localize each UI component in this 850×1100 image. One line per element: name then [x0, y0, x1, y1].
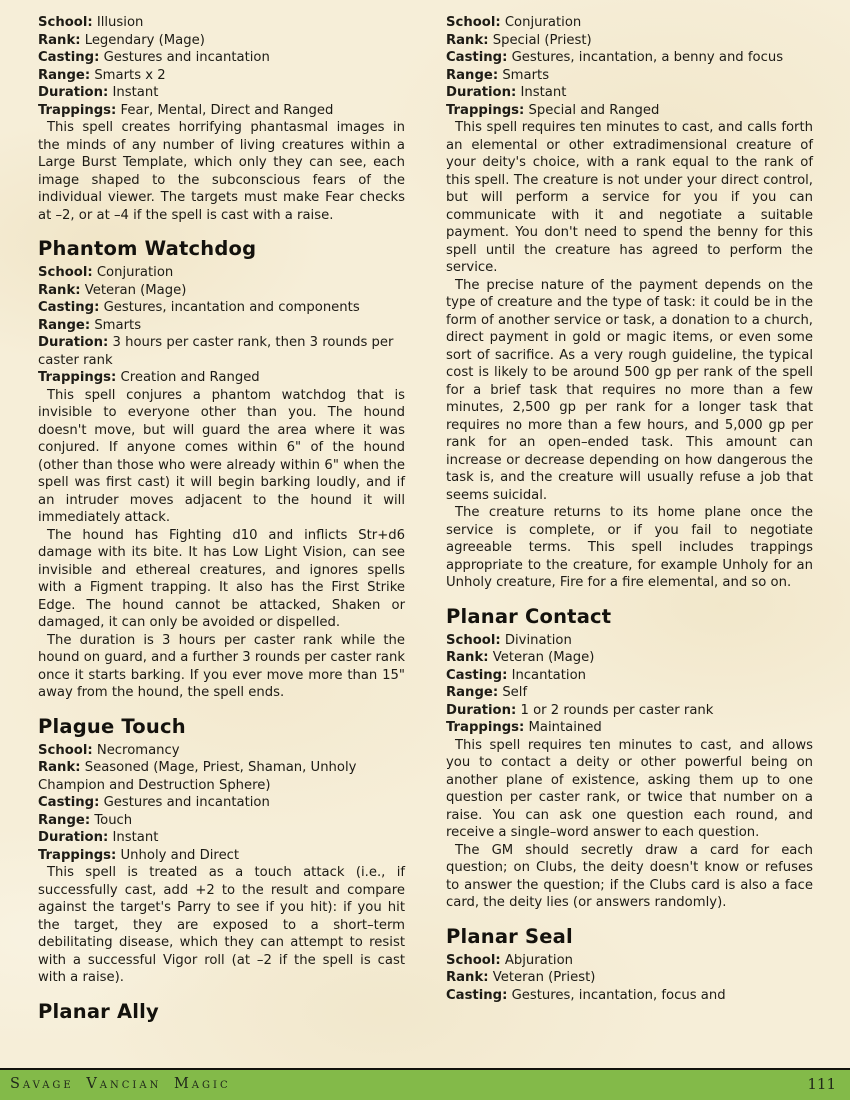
- stat-label: School:: [38, 742, 93, 758]
- spell-section-plague-touch: [38, 715, 405, 987]
- spell-paragraph: The hound has Fighting d10 and inflicts Str+d6 damage with its bite. It has Low Light Vision, can see invisible and ethereal creatures, and ignores spells with a Figment trapping. It also has the First Strike Edge. The hound cannot be attacked, Shaken or damaged, it can only be avoided or dispelled.: [38, 527, 405, 630]
- spell-section-continued: [38, 14, 405, 224]
- stat-line: [38, 369, 405, 387]
- spell-paragraph: This spell requires ten minutes to cast, and allows you to contact a deity or other powerful being on another plane of existence, asking them up to one question per caster rank, or twice that number on a raise. You can ask one question each round, and receive a single–word answer to each question.: [446, 737, 813, 840]
- stat-value: Gestures and incantation: [103, 50, 270, 65]
- stat-value: Veteran (Mage): [84, 282, 187, 298]
- stat-value: 1 or 2 rounds per caster rank: [520, 702, 714, 718]
- stat-label: Casting:: [446, 50, 508, 65]
- stat-label: School:: [446, 952, 501, 968]
- stat-line: [446, 702, 813, 720]
- stat-value: Special and Ranged: [528, 102, 660, 118]
- spell-title: Planar Contact: [446, 604, 612, 628]
- stat-value: Instant: [112, 85, 159, 100]
- stat-line: [446, 84, 813, 102]
- stat-value: Unholy and Direct: [120, 847, 240, 863]
- stat-value: Gestures, incantation, a benny and focus: [511, 50, 784, 65]
- stat-label: Rank:: [446, 970, 489, 985]
- page-number: 111: [807, 1075, 836, 1094]
- stat-label: Trappings:: [38, 847, 117, 863]
- stat-line: [446, 719, 813, 737]
- stat-line: [38, 14, 405, 32]
- stat-label: Rank:: [446, 650, 489, 665]
- stat-line: [38, 759, 405, 794]
- spell-paragraph: This spell conjures a phantom watchdog that is invisible to everyone other than you. The hound doesn't move, but will guard the area where it was conjured. If anyone comes within 6" of the hound (other than those who were already within 6" when the spell was first cast) it will begin barking loudly, and if an intruder moves adjacent to the hound it will immediately attack.: [38, 387, 405, 525]
- stat-label: Range:: [38, 67, 91, 83]
- stat-label: Trappings:: [38, 102, 117, 118]
- stat-label: Duration:: [446, 702, 517, 718]
- stat-line: [38, 829, 405, 847]
- stat-value: Special (Priest): [492, 32, 592, 48]
- stat-line: [38, 67, 405, 85]
- stat-label: Duration:: [38, 85, 109, 100]
- stat-line: [38, 84, 405, 102]
- stat-label: Trappings:: [446, 102, 525, 118]
- stat-line: [38, 282, 405, 300]
- stat-label: Casting:: [38, 795, 100, 810]
- stat-label: Range:: [38, 317, 91, 333]
- spell-title: Phantom Watchdog: [38, 237, 257, 260]
- stat-value: Veteran (Priest): [492, 970, 596, 985]
- stat-value: Smarts x 2: [94, 67, 166, 83]
- stat-label: Trappings:: [446, 720, 525, 735]
- spell-title: Plague Touch: [38, 714, 186, 738]
- stat-line: [446, 102, 813, 120]
- stat-line: [38, 742, 405, 760]
- stat-line: [446, 969, 813, 987]
- stat-label: Casting:: [446, 987, 508, 1003]
- stat-value: Gestures and incantation: [103, 795, 270, 810]
- stat-value: Gestures, incantation, focus and: [511, 987, 726, 1003]
- stat-label: Casting:: [38, 50, 100, 65]
- stat-line: [446, 667, 813, 685]
- stat-value: Divination: [504, 632, 572, 648]
- stat-value: Necromancy: [96, 742, 180, 758]
- stat-label: School:: [38, 265, 93, 280]
- stat-value: Illusion: [96, 15, 144, 30]
- stat-value: Smarts: [94, 317, 142, 333]
- stat-line: [38, 812, 405, 830]
- stat-value: Conjuration: [96, 265, 174, 280]
- stat-line: [446, 67, 813, 85]
- right-column: [446, 14, 813, 1027]
- spell-paragraph: The GM should secretly draw a card for each question; on Clubs, the deity doesn't know or refuses to answer the question; if the Clubs card is also a face card, the deity lies (or answers randomly).: [446, 842, 813, 910]
- stat-line: [38, 49, 405, 67]
- stat-line: [38, 847, 405, 865]
- stat-line: [38, 264, 405, 282]
- stat-line: [38, 299, 405, 317]
- stat-value: Creation and Ranged: [120, 370, 260, 385]
- stat-label: Range:: [446, 67, 499, 83]
- stat-value: Abjuration: [504, 952, 574, 968]
- stat-line: [38, 317, 405, 335]
- stat-label: Range:: [38, 812, 91, 828]
- stat-line: [38, 102, 405, 120]
- spell-section-planar-contact: [446, 605, 813, 912]
- stat-value: Smarts: [502, 67, 550, 83]
- stat-line: [446, 987, 813, 1005]
- stat-value: Incantation: [511, 667, 587, 683]
- stat-line: [446, 49, 813, 67]
- stat-value: Maintained: [528, 720, 602, 735]
- spell-section-phantom-watchdog: [38, 237, 405, 702]
- stat-label: Rank:: [38, 760, 81, 775]
- left-column: [38, 14, 405, 1027]
- spell-section-continued: [446, 14, 813, 592]
- stat-line: [446, 632, 813, 650]
- stat-label: School:: [446, 632, 501, 648]
- stat-value: 3 hours per caster rank, then 3 rounds per caster rank: [38, 335, 394, 368]
- spell-paragraph: This spell requires ten minutes to cast, and calls forth an elemental or other extradimensional creature of your deity's choice, with a rank equal to the rank of this spell. The creature is not under your direct control, but will perform a service for you if you can communicate with it and negotiate a suitable payment. You don't need to spend the benny for this spell until the creature has agreed to perform the service.: [446, 120, 813, 275]
- spell-paragraph: This spell is treated as a touch attack (i.e., if successfully cast, add +2 to the result and compare against the target's Parry to see if you hit): if you hit the target, they are exposed to a short–term debilitating disease, which they can attempt to resist with a successful Vigor roll (at –2 if the spell is cast with a raise).: [38, 865, 405, 985]
- stat-label: Duration:: [38, 335, 109, 350]
- stat-value: Gestures, incantation and components: [103, 300, 360, 315]
- stat-label: Rank:: [38, 32, 81, 48]
- stat-value: Instant: [520, 85, 567, 100]
- stat-line: [446, 649, 813, 667]
- page-content: [38, 14, 813, 1027]
- stat-label: Range:: [446, 685, 499, 700]
- stat-label: Rank:: [446, 32, 489, 48]
- stat-value: Self: [502, 685, 528, 700]
- stat-label: School:: [38, 15, 93, 30]
- spell-section-planar-ally: [38, 1000, 405, 1024]
- stat-value: Veteran (Mage): [492, 650, 595, 665]
- stat-value: Seasoned (Mage, Priest, Shaman, Unholy Champion and Destruction Sphere): [38, 760, 357, 793]
- page-footer: [0, 1068, 850, 1100]
- stat-line: [38, 794, 405, 812]
- stat-label: School:: [446, 15, 501, 30]
- spell-paragraph: The creature returns to its home plane once the service is complete, or if you fail to negotiate agreeable terms. This spell includes trappings appropriate to the creature, for example Unholy for an Unholy creature, Fire for a fire elemental, and so on.: [446, 505, 813, 590]
- stat-label: Casting:: [446, 667, 508, 683]
- stat-line: [446, 14, 813, 32]
- spell-title: Planar Ally: [38, 999, 159, 1023]
- stat-label: Rank:: [38, 282, 81, 298]
- spell-paragraph: The precise nature of the payment depends on the type of creature and the type of task: it could be in the form of another service or task, a donation to a church, direct payment in gold or magic items, or even some sort of sacrifice. As a very rough guideline, the typical cost is likely to be around 500 gp per rank of the spell for a brief task that requires no more than a few minutes, 2,500 gp per rank for a longer task that requires no more than a few hours, and 5,000 gp per rank for an open–ended task. This amount can increase or decrease depending on how dangerous the task is, and the creature will usually refuse a job that seems suicidal.: [446, 277, 813, 503]
- spell-section-planar-seal: [446, 925, 813, 1005]
- stat-label: Casting:: [38, 300, 100, 315]
- footer-book-title: Savage Vancian Magic: [10, 1076, 231, 1093]
- stat-line: [446, 32, 813, 50]
- stat-line: [38, 32, 405, 50]
- spell-paragraph: This spell creates horrifying phantasmal images in the minds of any number of living creatures within a Large Burst Template, which only they can see, each image shaped to the subconscious fears of the individual viewer. The targets must make Fear checks at –2, or at –4 if the spell is cast with a raise.: [38, 120, 405, 223]
- stat-line: [446, 952, 813, 970]
- stat-line: [446, 684, 813, 702]
- stat-label: Trappings:: [38, 370, 117, 385]
- stat-value: Legendary (Mage): [84, 32, 205, 48]
- spell-paragraph: The duration is 3 hours per caster rank while the hound on guard, and a further 3 rounds per caster rank once it starts barking. If you ever move more than 15" away from the hound, the spell ends.: [38, 632, 405, 700]
- stat-value: Instant: [112, 830, 159, 845]
- spell-title: Planar Seal: [446, 924, 573, 948]
- stat-label: Duration:: [446, 85, 517, 100]
- stat-value: Touch: [94, 812, 133, 828]
- stat-value: Fear, Mental, Direct and Ranged: [120, 102, 334, 118]
- stat-line: [38, 334, 405, 369]
- stat-label: Duration:: [38, 830, 109, 845]
- stat-value: Conjuration: [504, 15, 582, 30]
